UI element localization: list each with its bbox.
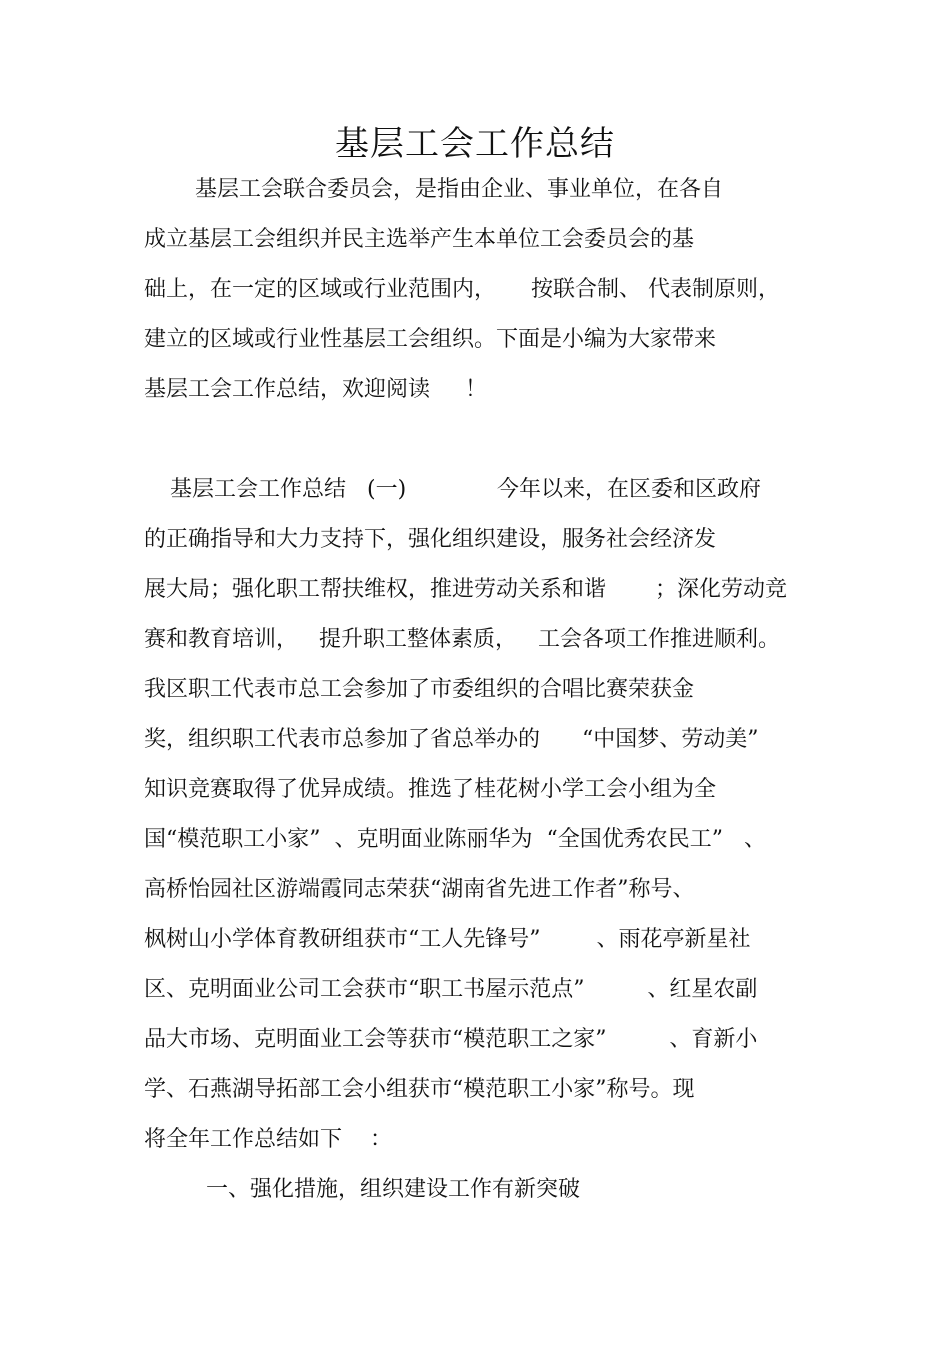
section-one-line: 区、克明面业公司工会获市“职工书屋示范点” 、红星农副	[144, 977, 758, 1002]
section-one-line: 品大市场、克明面业工会等获市“模范职工之家” 、育新小	[144, 1027, 758, 1052]
document-title: 基层工会工作总结	[335, 124, 615, 164]
intro-paragraph-line: 建立的区域或行业性基层工会组织。下面是小编为大家带来	[144, 327, 717, 352]
intro-paragraph-line: 基层工会联合委员会，是指由企业、事业单位，在各自	[195, 177, 724, 202]
section-one-line: 奖，组织职工代表市总参加了省总举办的 “中国梦、劳动美”	[144, 727, 759, 752]
section-heading: 一、强化措施，组织建设工作有新突破	[206, 1177, 581, 1202]
section-one-line: 展大局；强化职工帮扶维权，推进劳动关系和谐 ；深化劳动竞	[144, 577, 787, 602]
section-one-line: 知识竞赛取得了优异成绩。推选了桂花树小学工会小组为全	[144, 777, 717, 802]
intro-paragraph-line: 础上，在一定的区域或行业范围内， 按联合制、 代表制原则，	[144, 277, 780, 302]
section-one-line: 枫树山小学体育教研组获市“工人先锋号” 、雨花亭新星社	[144, 927, 751, 952]
section-one-line: 的正确指导和大力支持下，强化组织建设，服务社会经济发	[144, 527, 717, 552]
section-one-line: 我区职工代表市总工会参加了市委组织的合唱比赛荣获金	[144, 677, 695, 702]
section-one-line: 赛和教育培训， 提升职工整体素质， 工会各项工作推进顺利。	[144, 627, 780, 652]
section-one-line: 基层工会工作总结 (一) 今年以来，在区委和区政府	[170, 477, 762, 502]
intro-paragraph-line: 基层工会工作总结，欢迎阅读 ！	[144, 377, 487, 402]
intro-paragraph-line: 成立基层工会组织并民主选举产生本单位工会委员会的基	[144, 227, 695, 252]
section-one-line: 国“模范职工小家” 、克明面业陈丽华为 “全国优秀农民工” 、	[144, 827, 766, 852]
section-one-line: 学、石燕湖导拓部工会小组获市“模范职工小家”称号。现	[144, 1077, 695, 1102]
section-one-line: 高桥怡园社区游端霞同志荣获“湖南省先进工作者”称号、	[144, 877, 695, 902]
section-one-line: 将全年工作总结如下 ：	[144, 1127, 392, 1152]
